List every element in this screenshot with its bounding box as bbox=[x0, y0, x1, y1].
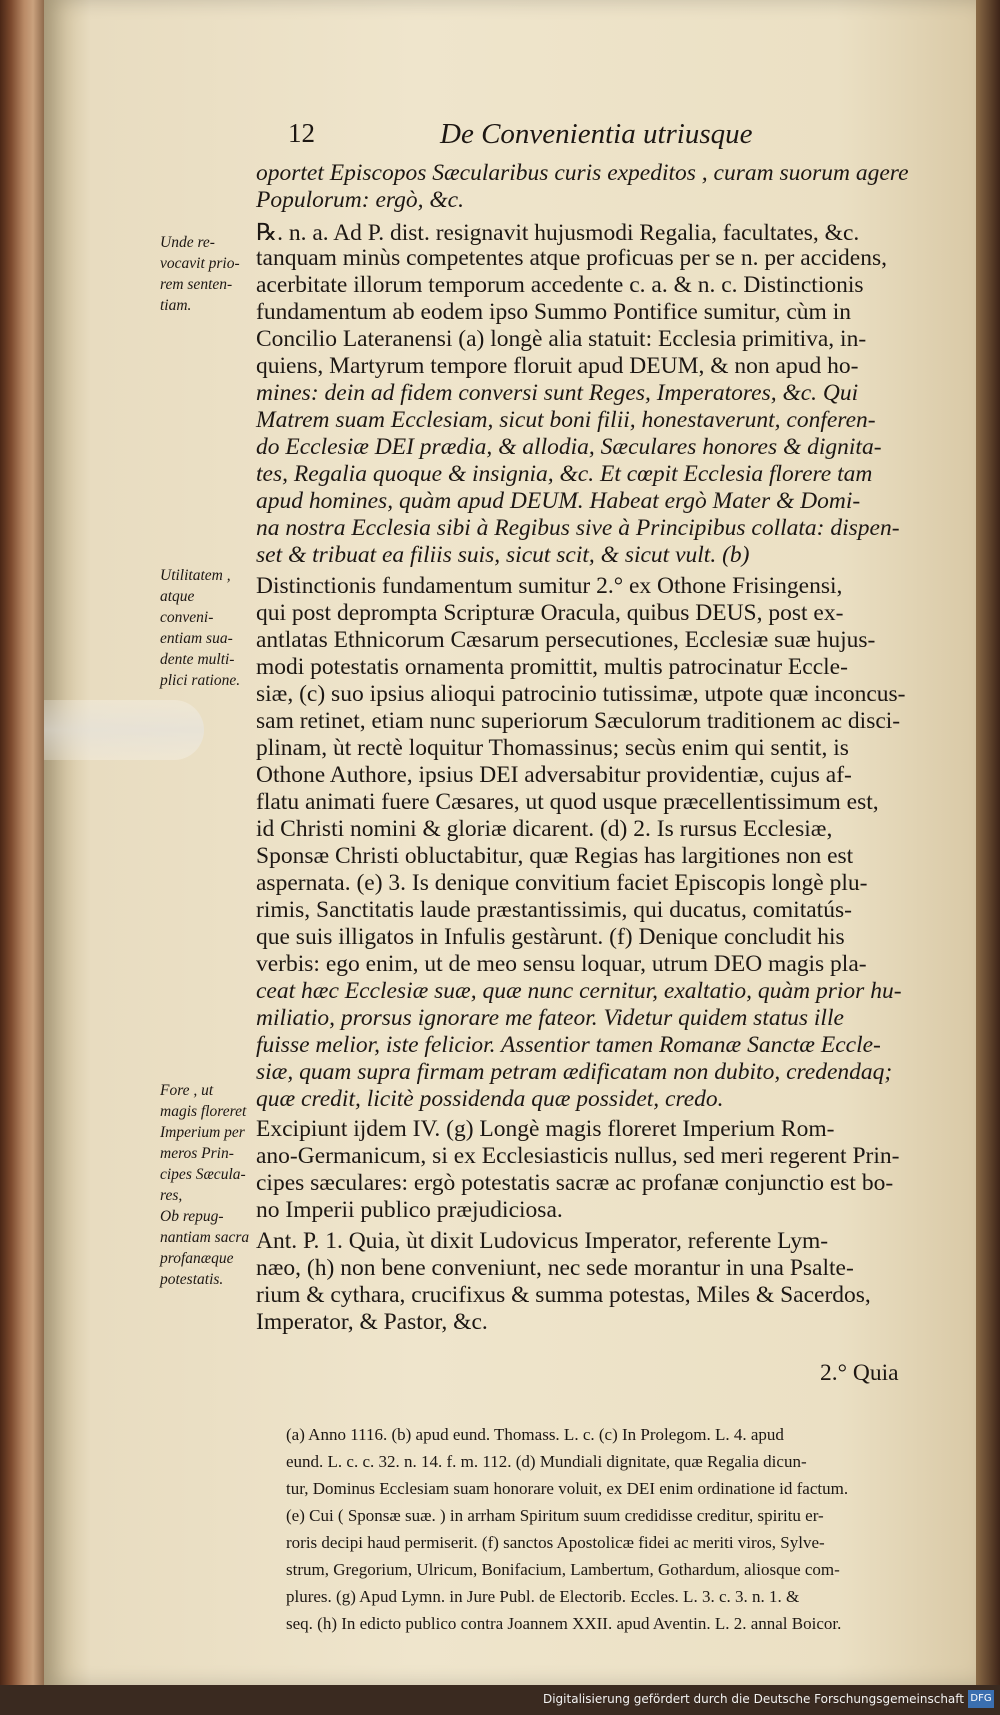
text-line: antlatas Ethnicorum Cæsarum persecutiones, Ecclesiæ suæ hujus- bbox=[256, 627, 876, 653]
running-head: De Convenientia utriusque bbox=[440, 118, 753, 150]
margin-line: meros Prin- bbox=[160, 1145, 234, 1162]
text-line: ano-Germanicum, si ex Ecclesiasticis nullus, sed meri regerent Prin- bbox=[256, 1143, 900, 1169]
footnote-line: (e) Cui ( Sponsæ suæ. ) in arrham Spiritum suum credidisse creditur, spiritu er- bbox=[286, 1506, 824, 1525]
margin-line: Fore , ut bbox=[160, 1082, 214, 1099]
margin-line: entiam sua- bbox=[160, 630, 233, 647]
text-line: qui post deprompta Scripturæ Oracula, quibus DEUS, post ex- bbox=[256, 600, 844, 626]
text-line: tanquam minùs competentes atque proficuas per se n. per accidens, bbox=[256, 245, 888, 271]
margin-line: plici ratione. bbox=[160, 672, 241, 689]
margin-line: rem senten- bbox=[160, 276, 233, 293]
text-line: oportet Episcopos Sæcularibus curis expeditos , curam suorum agere bbox=[256, 160, 909, 186]
dfg-logo: DFG bbox=[968, 1690, 994, 1708]
text-line: Distinctionis fundamentum sumitur 2.° ex Othone Frisingensi, bbox=[256, 573, 843, 599]
text-line: Othone Authore, ipsius DEI adversabitur providentiæ, cujus af- bbox=[256, 762, 852, 788]
footnote-line: seq. (h) In edicto publico contra Joannem XXII. apud Aventin. L. 2. annal Boicor. bbox=[286, 1614, 842, 1633]
text-line: acerbitate illorum temporum accedente c. a. & n. c. Distinctionis bbox=[256, 272, 864, 298]
margin-note bbox=[160, 1206, 250, 1290]
margin-line: res, bbox=[160, 1187, 183, 1204]
text-line: flatu animati fuere Cæsares, ut quod usque præcellentissimum est, bbox=[256, 789, 879, 815]
text-line: siæ, (c) suo ipsius alioqui patrocinio tutissimæ, utpote quæ inconcus- bbox=[256, 681, 906, 707]
text-line: que suis illigatos in Infulis gestàrunt. (f) Denique concludit his bbox=[256, 924, 845, 950]
margin-line: Ob repug- bbox=[160, 1208, 224, 1225]
text-line: Concilio Lateranensi (a) longè alia statuit: Ecclesia primitiva, in- bbox=[256, 326, 867, 352]
margin-line: Utilitatem , bbox=[160, 567, 231, 584]
book-spine-edge bbox=[0, 0, 44, 1715]
text-line: miliatio, prorsus ignorare me fateor. Videtur quidem status ille bbox=[256, 1005, 844, 1031]
text-line: mines: dein ad fidem conversi sunt Reges, Imperatores, &c. Qui bbox=[256, 380, 859, 406]
margin-line: potestatis. bbox=[160, 1271, 224, 1288]
text-line: fuisse melior, iste felicior. Assentior tamen Romanæ Sanctæ Eccle- bbox=[256, 1032, 881, 1058]
footnote-line: plures. (g) Apud Lymn. in Jure Publ. de Electorib. Eccles. L. 3. c. 3. n. 1. & bbox=[286, 1587, 800, 1606]
page-clip bbox=[44, 700, 204, 760]
margin-line: atque conveni- bbox=[160, 588, 214, 626]
text-line: quæ credit, licitè possidenda quæ possidet, credo. bbox=[256, 1086, 724, 1112]
margin-line: magis floreret bbox=[160, 1103, 247, 1120]
text-line: Populorum: ergò, &c. bbox=[256, 187, 464, 213]
text-line: id Christi nomini & gloriæ dicarent. (d) 2. Is rursus Ecclesiæ, bbox=[256, 816, 833, 842]
footnote-line: strum, Gregorium, Ulricum, Bonifacium, Lambertum, Gothardum, aliosque com- bbox=[286, 1560, 840, 1579]
text-line: Matrem suam Ecclesiam, sicut boni filii, honestaverunt, conferen- bbox=[256, 407, 876, 433]
margin-line: profanæque bbox=[160, 1250, 234, 1267]
text-line: do Ecclesiæ DEI prædia, & allodia, Sæculares honores & dignita- bbox=[256, 434, 882, 460]
margin-line: nantiam sacra bbox=[160, 1229, 250, 1246]
footnote-line: tur, Dominus Ecclesiam suam honorare voluit, ex DEI enim ordinatione id factum. bbox=[286, 1479, 849, 1498]
text-line: no Imperii publico præjudiciosa. bbox=[256, 1197, 563, 1223]
text-line: ℞. n. a. Ad P. dist. resignavit hujusmodi Regalia, facultates, &c. bbox=[256, 220, 860, 246]
margin-note bbox=[160, 232, 250, 316]
text-line: aspernata. (e) 3. Is denique convitium faciet Episcopis longè plu- bbox=[256, 870, 868, 896]
text-line: na nostra Ecclesia sibi à Regibus sive à Principibus collata: dispen- bbox=[256, 515, 900, 541]
text-line: quiens, Martyrum tempore floruit apud DEUM, & non apud ho- bbox=[256, 353, 859, 379]
margin-note bbox=[160, 565, 250, 691]
footnote-line: roris decipi haud permiserit. (f) sanctos Apostolicæ fidei ac meriti viros, Sylve- bbox=[286, 1533, 825, 1552]
text-line: Excipiunt ijdem IV. (g) Longè magis floreret Imperium Rom- bbox=[256, 1116, 835, 1142]
text-line: apud homines, quàm apud DEUM. Habeat ergò Mater & Domi- bbox=[256, 488, 861, 514]
margin-line: Unde re- bbox=[160, 234, 215, 251]
margin-line: Imperium per bbox=[160, 1124, 245, 1141]
text-line: rimis, Sanctitatis laude præstantissimis, qui ducatus, comitatús- bbox=[256, 897, 852, 923]
text-line: næo, (h) non bene conveniunt, nec sede morantur in una Psalte- bbox=[256, 1255, 854, 1281]
text-line: set & tribuat ea filiis suis, sicut scit, & sicut vult. (b) bbox=[256, 542, 750, 568]
margin-line: dente multi- bbox=[160, 651, 235, 668]
text-line: siæ, quam supra firmam petram ædificatam non dubito, credendaq; bbox=[256, 1059, 893, 1085]
text-line: tes, Regalia quoque & insignia, &c. Et cœpit Ecclesia florere tam bbox=[256, 461, 873, 487]
dfg-credit: Digitalisierung gefördert durch die Deutsche Forschungsgemeinschaft bbox=[542, 1692, 964, 1706]
page-right-edge bbox=[976, 0, 1000, 1685]
text-line: Imperator, & Pastor, &c. bbox=[256, 1309, 488, 1335]
footnote-line: eund. L. c. c. 32. n. 14. f. m. 112. (d) Mundiali dignitate, quæ Regalia dicun- bbox=[286, 1452, 807, 1471]
margin-note bbox=[160, 1080, 250, 1206]
text-line: ceat hæc Ecclesiæ suæ, quæ nunc cernitur, exaltatio, quàm prior hu- bbox=[256, 978, 902, 1004]
text-line: sam retinet, etiam nunc superiorum Sæculorum traditionem ac disci- bbox=[256, 708, 901, 734]
text-line: Ant. P. 1. Quia, ùt dixit Ludovicus Imperator, referente Lym- bbox=[256, 1228, 829, 1254]
text-line: modi potestatis ornamenta promittit, multis patrocinatur Eccle- bbox=[256, 654, 848, 680]
catchword: 2.° Quia bbox=[820, 1360, 899, 1386]
footnote-line: (a) Anno 1116. (b) apud eund. Thomass. L. c. (c) In Prolegom. L. 4. apud bbox=[286, 1425, 784, 1444]
text-line: cipes sæculares: ergò potestatis sacræ ac profanæ conjunctio est bo- bbox=[256, 1170, 894, 1196]
margin-line: cipes Sæcula- bbox=[160, 1166, 246, 1183]
text-line: Sponsæ Christi obluctabitur, quæ Regias has largitiones non est bbox=[256, 843, 854, 869]
text-line: rium & cythara, crucifixus & summa potestas, Miles & Sacerdos, bbox=[256, 1282, 871, 1308]
margin-line: tiam. bbox=[160, 297, 192, 314]
text-line: plinam, ùt rectè loquitur Thomassinus; secùs enim qui sentit, is bbox=[256, 735, 849, 761]
page-number: 12 bbox=[288, 118, 315, 148]
text-line: fundamentum ab eodem ipso Summo Pontifice sumitur, cùm in bbox=[256, 299, 851, 325]
text-line: verbis: ego enim, ut de meo sensu loquar, utrum DEO magis pla- bbox=[256, 951, 867, 977]
margin-line: vocavit prio- bbox=[160, 255, 240, 272]
